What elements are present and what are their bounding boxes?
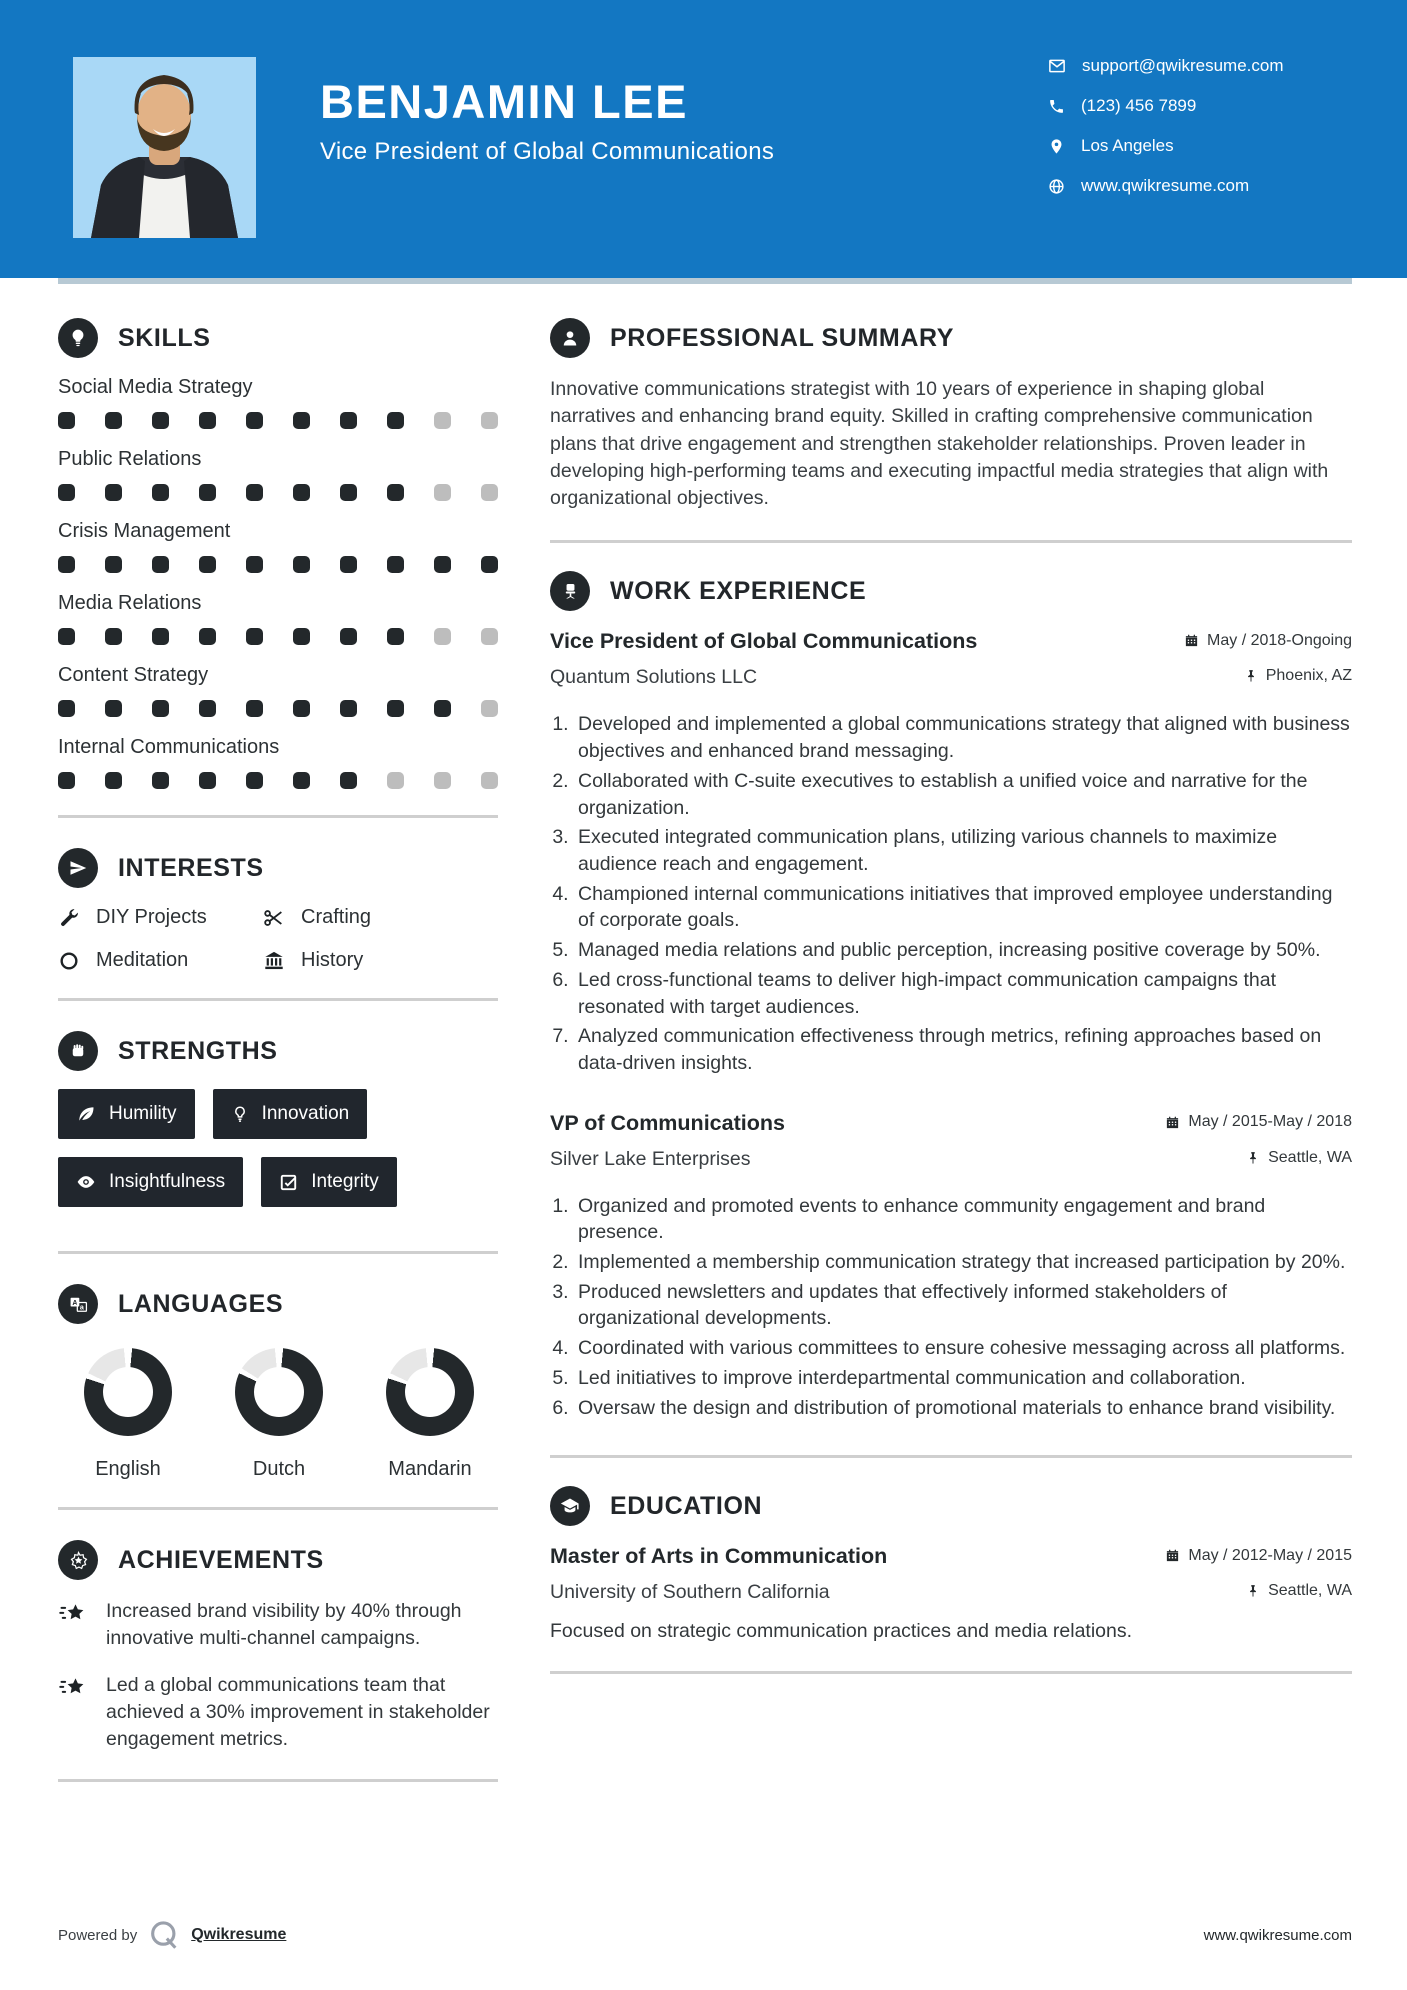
education-dates-text: May / 2012-May / 2015	[1188, 1546, 1352, 1564]
qwikresume-logo-icon	[147, 1918, 181, 1952]
education-dates	[1165, 1547, 1352, 1565]
left-column	[58, 318, 498, 1812]
rating-dot-empty	[481, 412, 498, 429]
achievement-text: Led a global communications team that achieved a 30% improvement in stakeholder engagement metrics.	[106, 1673, 490, 1750]
job-location	[1244, 667, 1352, 685]
globe-icon	[1048, 178, 1065, 195]
strength-label: Innovation	[261, 1103, 350, 1124]
rating-dot-filled	[340, 700, 357, 717]
skill-label: Media Relations	[58, 592, 202, 614]
shooting-star-icon	[58, 1674, 88, 1704]
skill-label: Public Relations	[58, 448, 202, 470]
medal-star-icon	[69, 1551, 88, 1570]
job-bullet: 2. Implemented a membership communication strategy that increased participation by 20%.	[574, 1249, 1352, 1276]
interest-item	[58, 906, 263, 929]
interest-label: History	[301, 949, 364, 971]
languages-header	[58, 1284, 498, 1324]
languages-icon-circle	[58, 1284, 98, 1324]
skill-item	[58, 592, 498, 645]
job-subhead	[550, 1148, 1352, 1171]
divider	[550, 540, 1352, 543]
rating-dot-filled	[293, 412, 310, 429]
profile-photo	[73, 57, 256, 238]
job-location-text: Phoenix, AZ	[1265, 667, 1352, 685]
education-subhead	[550, 1581, 1352, 1604]
skills-header	[58, 318, 498, 358]
calendar-icon	[1165, 1548, 1180, 1563]
footer	[58, 1918, 1352, 1952]
rating-dot-filled	[246, 484, 263, 501]
job-bullet: 1. Developed and implemented a global communications strategy that aligned with business objectives and enhanced brand messaging.	[574, 711, 1352, 764]
strength-badge	[58, 1089, 195, 1139]
strength-label: Integrity	[311, 1171, 379, 1192]
achievement-item	[58, 1672, 498, 1753]
rating-dot-filled	[340, 484, 357, 501]
job-role: Vice President of Global Communications	[550, 629, 978, 654]
skill-rating	[58, 700, 498, 717]
job-dates	[1184, 632, 1352, 650]
education-head	[550, 1544, 1352, 1569]
translate-icon	[69, 1295, 88, 1314]
achievements-title: ACHIEVEMENTS	[118, 1545, 324, 1574]
skills-title: SKILLS	[118, 323, 211, 352]
experience-title: WORK EXPERIENCE	[610, 576, 867, 605]
interest-item	[263, 949, 498, 972]
job-bullet: 5. Led initiatives to improve interdepartmental communication and collaboration.	[574, 1365, 1352, 1392]
paper-plane-icon	[69, 859, 87, 877]
languages-section	[58, 1284, 498, 1481]
wrench-icon	[58, 907, 80, 929]
person-title: Vice President of Global Communications	[320, 137, 775, 165]
job-bullet: 4. Championed internal communications initiatives that improved employee understanding of corporate goals.	[574, 881, 1352, 934]
job-bullet: 5. Managed media relations and public perception, increasing positive coverage by 50%.	[574, 937, 1352, 964]
job-bullet-list	[574, 711, 1352, 1076]
rating-dot-filled	[387, 412, 404, 429]
summary-header	[550, 318, 1352, 358]
language-item	[219, 1348, 339, 1481]
contact-location-text: Los Angeles	[1081, 136, 1174, 155]
footer-website: www.qwikresume.com	[1203, 1926, 1352, 1944]
office-chair-icon	[561, 582, 580, 601]
rating-dot-filled	[199, 412, 216, 429]
rating-dot-empty	[481, 484, 498, 501]
footer-branding	[58, 1918, 286, 1952]
contact-location	[1048, 136, 1284, 156]
svg-text:a: a	[79, 1303, 84, 1312]
pushpin-icon	[1246, 1584, 1260, 1598]
job-dates	[1165, 1113, 1352, 1131]
rating-dot-filled	[340, 772, 357, 789]
divider	[58, 1779, 498, 1782]
person-name: BENJAMIN LEE	[320, 75, 688, 128]
calendar-icon	[1184, 633, 1199, 648]
rating-dot-filled	[58, 412, 75, 429]
calendar-icon	[1165, 1115, 1180, 1130]
bulb-icon	[231, 1105, 249, 1123]
header-banner	[0, 0, 1407, 278]
job-subhead	[550, 666, 1352, 689]
rating-dot-filled	[152, 484, 169, 501]
job-head	[550, 629, 1352, 654]
rating-dot-filled	[246, 628, 263, 645]
rating-dot-filled	[152, 556, 169, 573]
shooting-star-icon	[58, 1600, 88, 1630]
language-donut-dutch	[235, 1348, 323, 1436]
skill-label: Crisis Management	[58, 520, 231, 542]
skill-item	[58, 376, 498, 429]
rating-dot-empty	[481, 772, 498, 789]
rating-dot-filled	[199, 628, 216, 645]
job-company: Quantum Solutions LLC	[550, 666, 758, 689]
education-degree: Master of Arts in Communication	[550, 1544, 888, 1569]
skills-icon-circle	[58, 318, 98, 358]
job-bullet: 3. Executed integrated communication plans, utilizing various channels to maximize audience reach and engagement.	[574, 824, 1352, 877]
interest-item	[58, 949, 263, 972]
job-dates-text: May / 2015-May / 2018	[1188, 1113, 1352, 1131]
summary-section	[550, 318, 1352, 512]
rating-dot-filled	[152, 700, 169, 717]
achievements-header	[58, 1540, 498, 1580]
job-dates-text: May / 2018-Ongoing	[1207, 631, 1352, 649]
education-header	[550, 1486, 1352, 1526]
skill-rating	[58, 556, 498, 573]
rating-dot-filled	[340, 412, 357, 429]
skill-label: Internal Communications	[58, 736, 280, 758]
strengths-section	[58, 1031, 498, 1225]
rating-dot-filled	[293, 700, 310, 717]
rating-dot-filled	[199, 556, 216, 573]
strengths-header	[58, 1031, 498, 1071]
achievements-icon-circle	[58, 1540, 98, 1580]
profile-photo-illustration	[73, 57, 256, 238]
rating-dot-filled	[481, 556, 498, 573]
education-title: EDUCATION	[610, 1491, 763, 1520]
rating-dot-filled	[152, 772, 169, 789]
museum-icon	[263, 950, 285, 972]
rating-dot-filled	[58, 628, 75, 645]
education-location	[1246, 1582, 1352, 1600]
eye-icon	[76, 1172, 96, 1192]
qwikresume-link[interactable]: Qwikresume	[191, 1926, 287, 1943]
job-company: Silver Lake Enterprises	[550, 1147, 751, 1170]
fist-icon	[69, 1042, 87, 1060]
lightbulb-icon	[68, 328, 88, 348]
pushpin-icon	[1244, 669, 1258, 683]
divider	[550, 1455, 1352, 1458]
rating-dot-filled	[434, 700, 451, 717]
powered-by-label: Powered by	[58, 1926, 138, 1944]
email-icon	[1048, 57, 1066, 75]
rating-dot-filled	[246, 412, 263, 429]
skill-rating	[58, 412, 498, 429]
rating-dot-filled	[387, 556, 404, 573]
rating-dot-filled	[246, 556, 263, 573]
skills-section	[58, 318, 498, 789]
interest-label: Meditation	[96, 949, 189, 971]
divider	[550, 1671, 1352, 1674]
rating-dot-filled	[105, 484, 122, 501]
rating-dot-filled	[387, 484, 404, 501]
divider	[58, 1507, 498, 1510]
rating-dot-filled	[152, 628, 169, 645]
skill-rating	[58, 484, 498, 501]
person-icon	[560, 328, 580, 348]
rating-dot-filled	[58, 700, 75, 717]
rating-dot-empty	[481, 628, 498, 645]
main-content	[0, 278, 1407, 1812]
job-bullet: 3. Produced newsletters and updates that effectively informed stakeholders of organizational developments.	[574, 1279, 1352, 1332]
language-donut-english	[84, 1348, 172, 1436]
education-icon-circle	[550, 1486, 590, 1526]
rating-dot-filled	[434, 556, 451, 573]
skill-item	[58, 664, 498, 717]
rating-dot-filled	[293, 772, 310, 789]
job-bullet: 6. Led cross-functional teams to deliver high-impact communication campaigns that resonated with target audiences.	[574, 967, 1352, 1020]
rating-dot-filled	[293, 484, 310, 501]
interest-item	[263, 906, 498, 929]
language-label: Mandarin	[388, 1458, 472, 1480]
achievement-item	[58, 1598, 498, 1652]
rating-dot-filled	[340, 556, 357, 573]
check-square-icon	[279, 1173, 298, 1192]
contact-website	[1048, 176, 1284, 196]
job-bullet-list	[574, 1193, 1352, 1422]
phone-icon	[1048, 98, 1065, 115]
rating-dot-empty	[434, 628, 451, 645]
education-location-text: Seattle, WA	[1268, 1582, 1352, 1600]
language-item	[68, 1348, 188, 1481]
skill-rating	[58, 628, 498, 645]
rating-dot-filled	[387, 628, 404, 645]
interests-title: INTERESTS	[118, 853, 264, 882]
contact-phone	[1048, 96, 1284, 116]
summary-text: Innovative communications strategist with 10 years of experience in shaping global narratives and enhancing brand equity. Skilled in crafting comprehensive communication plans that drive engagement and strengthen stakeholder relationships. Proven leader in developing high-performing teams and executing impactful media strategies that align with organizational objectives.	[550, 378, 1329, 510]
skill-item	[58, 736, 498, 789]
contact-phone-text: (123) 456 7899	[1081, 96, 1197, 115]
job-bullet: 4. Coordinated with various committees to ensure cohesive messaging across all platforms.	[574, 1335, 1352, 1362]
rating-dot-filled	[246, 772, 263, 789]
rating-dot-empty	[434, 772, 451, 789]
contact-list	[1048, 56, 1284, 196]
strengths-badges	[58, 1089, 498, 1225]
strength-badge	[213, 1089, 368, 1139]
right-column	[550, 318, 1352, 1812]
strength-badge	[58, 1157, 243, 1207]
rating-dot-empty	[434, 412, 451, 429]
rating-dot-empty	[387, 772, 404, 789]
contact-website-text: www.qwikresume.com	[1081, 176, 1250, 195]
strength-label: Humility	[109, 1103, 177, 1124]
rating-dot-filled	[58, 484, 75, 501]
rating-dot-filled	[58, 772, 75, 789]
rating-dot-filled	[293, 556, 310, 573]
identity-block	[320, 76, 774, 166]
divider	[58, 815, 498, 818]
achievement-text: Increased brand visibility by 40% through innovative multi-channel campaigns.	[106, 1600, 462, 1649]
summary-icon-circle	[550, 318, 590, 358]
contact-email	[1048, 56, 1284, 76]
strength-badge	[261, 1157, 397, 1207]
rating-dot-filled	[105, 772, 122, 789]
location-icon	[1048, 138, 1065, 155]
rating-dot-filled	[199, 484, 216, 501]
job-location-text: Seattle, WA	[1268, 1148, 1352, 1166]
svg-text:A: A	[71, 1298, 78, 1307]
language-label: English	[95, 1458, 161, 1480]
language-donut-mandarin	[386, 1348, 474, 1436]
job-bullet: 2. Collaborated with C-suite executives to establish a unified voice and narrative for the organization.	[574, 768, 1352, 821]
rating-dot-filled	[246, 700, 263, 717]
rating-dot-empty	[481, 700, 498, 717]
languages-title: LANGUAGES	[118, 1289, 284, 1318]
rating-dot-filled	[387, 700, 404, 717]
job-role: VP of Communications	[550, 1110, 785, 1135]
scissors-icon	[263, 907, 285, 929]
rating-dot-filled	[199, 700, 216, 717]
strengths-icon-circle	[58, 1031, 98, 1071]
job-location	[1246, 1149, 1352, 1167]
language-label: Dutch	[252, 1458, 306, 1480]
rating-dot-filled	[58, 556, 75, 573]
interests-header	[58, 848, 498, 888]
languages-charts	[58, 1342, 498, 1481]
education-note: Focused on strategic communication practices and media relations.	[550, 1620, 1133, 1643]
skill-label: Social Media Strategy	[58, 376, 253, 398]
divider	[58, 1251, 498, 1254]
contact-email-text: support@qwikresume.com	[1082, 56, 1284, 75]
strength-label: Insightfulness	[109, 1171, 226, 1192]
job-bullet: 1. Organized and promoted events to enhance community engagement and brand presence.	[574, 1193, 1352, 1246]
rating-dot-filled	[152, 412, 169, 429]
experience-header	[550, 571, 1352, 611]
education-section	[550, 1486, 1352, 1643]
pushpin-icon	[1246, 1151, 1260, 1165]
rating-dot-filled	[293, 628, 310, 645]
job-head	[550, 1111, 1352, 1136]
rating-dot-filled	[105, 556, 122, 573]
job-bullet: 7. Analyzed communication effectiveness through metrics, refining approaches based on data-driven insights.	[574, 1023, 1352, 1076]
summary-title: PROFESSIONAL SUMMARY	[610, 323, 954, 352]
job-bullet: 6. Oversaw the design and distribution of promotional materials to enhance brand visibility.	[574, 1395, 1352, 1422]
skill-item	[58, 448, 498, 501]
rating-dot-empty	[434, 484, 451, 501]
rating-dot-filled	[105, 412, 122, 429]
rating-dot-filled	[105, 700, 122, 717]
interests-icon-circle	[58, 848, 98, 888]
achievements-section	[58, 1540, 498, 1753]
rating-dot-filled	[105, 628, 122, 645]
language-item	[370, 1348, 490, 1481]
interest-label: DIY Projects	[96, 906, 207, 928]
divider	[58, 998, 498, 1001]
graduation-cap-icon	[560, 1496, 580, 1516]
experience-icon-circle	[550, 571, 590, 611]
interests-section	[58, 848, 498, 972]
education-school: University of Southern California	[550, 1581, 830, 1604]
strengths-title: STRENGTHS	[118, 1036, 278, 1065]
job-entry	[550, 1111, 1352, 1422]
circle-icon	[58, 950, 80, 972]
experience-section	[550, 571, 1352, 1421]
leaf-icon	[76, 1104, 96, 1124]
interest-label: Crafting	[301, 906, 372, 928]
rating-dot-filled	[199, 772, 216, 789]
skill-label: Content Strategy	[58, 664, 209, 686]
header-accent-strip	[58, 278, 1352, 284]
interests-grid	[58, 906, 498, 972]
skill-item	[58, 520, 498, 573]
job-entry	[550, 629, 1352, 1076]
skill-rating	[58, 772, 498, 789]
rating-dot-filled	[340, 628, 357, 645]
